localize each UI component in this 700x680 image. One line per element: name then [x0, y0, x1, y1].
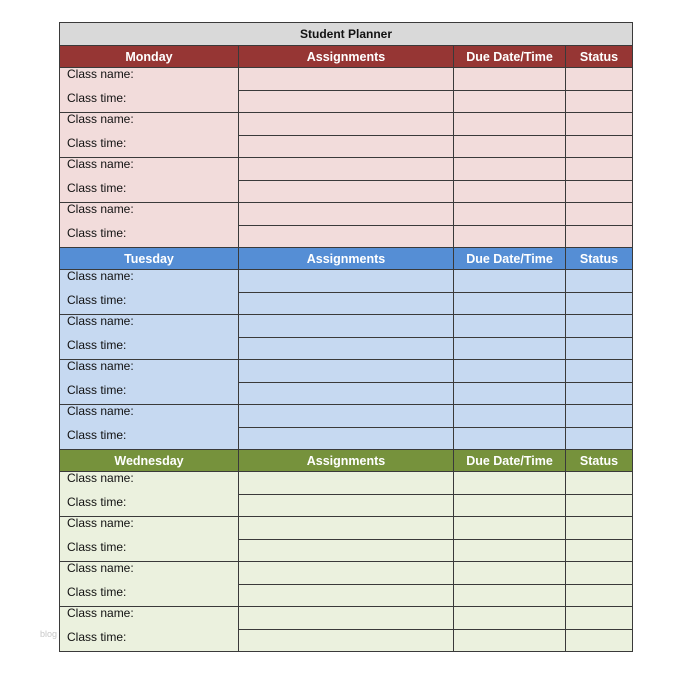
class-entry-row: [60, 472, 633, 495]
due-date-cell[interactable]: [454, 427, 566, 450]
class-info-cell[interactable]: [60, 68, 239, 113]
class-name-label: Class name:: [67, 359, 134, 373]
due-date-cell[interactable]: [454, 360, 566, 383]
due-date-cell[interactable]: [454, 629, 566, 652]
status-cell[interactable]: [566, 270, 633, 293]
class-info-cell[interactable]: [60, 203, 239, 248]
due-date-cell[interactable]: [454, 315, 566, 338]
assignment-cell[interactable]: [239, 405, 454, 428]
assignment-cell[interactable]: [239, 382, 454, 405]
due-date-cell[interactable]: [454, 517, 566, 540]
class-name-label: Class name:: [67, 404, 134, 418]
status-cell[interactable]: [566, 337, 633, 360]
assignment-cell[interactable]: [239, 427, 454, 450]
assignment-cell[interactable]: [239, 337, 454, 360]
class-name-label: Class name:: [67, 314, 134, 328]
assignment-cell[interactable]: [239, 472, 454, 495]
class-name-label: Class name:: [67, 269, 134, 283]
status-cell[interactable]: [566, 203, 633, 226]
due-date-cell[interactable]: [454, 494, 566, 517]
monday-header-row: [60, 46, 633, 68]
due-date-cell[interactable]: [454, 584, 566, 607]
status-cell[interactable]: [566, 225, 633, 248]
assignments-header: Assignments: [239, 46, 454, 68]
due-date-cell[interactable]: [454, 539, 566, 562]
assignment-cell[interactable]: [239, 292, 454, 315]
status-cell[interactable]: [566, 292, 633, 315]
class-entry-row: [60, 607, 633, 630]
assignment-cell[interactable]: [239, 584, 454, 607]
assignments-header: Assignments: [239, 248, 454, 270]
assignment-cell[interactable]: [239, 539, 454, 562]
assignment-cell[interactable]: [239, 494, 454, 517]
due-date-cell[interactable]: [454, 135, 566, 158]
status-cell[interactable]: [566, 584, 633, 607]
class-entry-row: [60, 562, 633, 585]
class-info-cell[interactable]: [60, 562, 239, 607]
class-name-label: Class name:: [67, 112, 134, 126]
title-row: [60, 23, 633, 46]
status-cell[interactable]: [566, 382, 633, 405]
due-date-cell[interactable]: [454, 405, 566, 428]
class-info-cell[interactable]: [60, 158, 239, 203]
assignment-cell[interactable]: [239, 315, 454, 338]
class-info-cell[interactable]: [60, 517, 239, 562]
status-cell[interactable]: [566, 180, 633, 203]
class-time-label: Class time:: [67, 293, 127, 307]
class-info-cell[interactable]: [60, 113, 239, 158]
status-cell[interactable]: [566, 562, 633, 585]
due-date-cell[interactable]: [454, 562, 566, 585]
status-cell[interactable]: [566, 158, 633, 181]
class-time-label: Class time:: [67, 338, 127, 352]
due-date-cell[interactable]: [454, 607, 566, 630]
class-time-label: Class time:: [67, 585, 127, 599]
status-cell[interactable]: [566, 360, 633, 383]
assignment-cell[interactable]: [239, 203, 454, 226]
due-date-cell[interactable]: [454, 337, 566, 360]
assignment-cell[interactable]: [239, 607, 454, 630]
class-time-label: Class time:: [67, 383, 127, 397]
status-cell[interactable]: [566, 113, 633, 136]
class-entry-row: [60, 360, 633, 383]
due-date-cell[interactable]: [454, 90, 566, 113]
due-date-cell[interactable]: [454, 68, 566, 91]
status-header: Status: [566, 248, 633, 270]
class-name-label: Class name:: [67, 606, 134, 620]
status-cell[interactable]: [566, 68, 633, 91]
day-name: Tuesday: [60, 248, 239, 270]
tuesday-header-row: [60, 248, 633, 270]
status-cell[interactable]: [566, 405, 633, 428]
status-cell[interactable]: [566, 517, 633, 540]
assignment-cell[interactable]: [239, 158, 454, 181]
class-info-cell[interactable]: [60, 270, 239, 315]
day-name: Wednesday: [60, 450, 239, 472]
status-cell[interactable]: [566, 494, 633, 517]
day-name: Monday: [60, 46, 239, 68]
class-entry-row: [60, 113, 633, 136]
class-name-label: Class name:: [67, 202, 134, 216]
status-cell[interactable]: [566, 135, 633, 158]
watermark: blog: [40, 629, 58, 639]
due-date-cell[interactable]: [454, 113, 566, 136]
due-date-cell[interactable]: [454, 203, 566, 226]
assignment-cell[interactable]: [239, 360, 454, 383]
assignment-cell[interactable]: [239, 270, 454, 293]
class-time-label: Class time:: [67, 428, 127, 442]
assignment-cell[interactable]: [239, 180, 454, 203]
class-info-cell[interactable]: [60, 472, 239, 517]
status-cell[interactable]: [566, 427, 633, 450]
due-date-cell[interactable]: [454, 180, 566, 203]
status-cell[interactable]: [566, 629, 633, 652]
class-entry-row: [60, 203, 633, 226]
due-date-cell[interactable]: [454, 158, 566, 181]
status-header: Status: [566, 46, 633, 68]
class-name-label: Class name:: [67, 516, 134, 530]
class-entry-row: [60, 158, 633, 181]
status-cell[interactable]: [566, 90, 633, 113]
due-date-cell[interactable]: [454, 270, 566, 293]
due-date-cell[interactable]: [454, 292, 566, 315]
assignment-cell[interactable]: [239, 225, 454, 248]
class-entry-row: [60, 517, 633, 540]
planner-title: Student Planner: [60, 23, 633, 46]
assignment-cell[interactable]: [239, 90, 454, 113]
class-name-label: Class name:: [67, 67, 134, 81]
due-date-time-header: Due Date/Time: [454, 450, 566, 472]
status-header: Status: [566, 450, 633, 472]
status-cell[interactable]: [566, 315, 633, 338]
class-time-label: Class time:: [67, 91, 127, 105]
assignment-cell[interactable]: [239, 135, 454, 158]
class-info-cell[interactable]: [60, 405, 239, 450]
due-date-time-header: Due Date/Time: [454, 46, 566, 68]
due-date-cell[interactable]: [454, 225, 566, 248]
assignments-header: Assignments: [239, 450, 454, 472]
class-info-cell[interactable]: [60, 360, 239, 405]
class-info-cell[interactable]: [60, 315, 239, 360]
wednesday-header-row: [60, 450, 633, 472]
status-cell[interactable]: [566, 472, 633, 495]
class-name-label: Class name:: [67, 471, 134, 485]
assignment-cell[interactable]: [239, 113, 454, 136]
status-cell[interactable]: [566, 607, 633, 630]
class-time-label: Class time:: [67, 181, 127, 195]
class-time-label: Class time:: [67, 136, 127, 150]
assignment-cell[interactable]: [239, 629, 454, 652]
due-date-time-header: Due Date/Time: [454, 248, 566, 270]
class-entry-row: [60, 270, 633, 293]
due-date-cell[interactable]: [454, 382, 566, 405]
class-time-label: Class time:: [67, 495, 127, 509]
class-name-label: Class name:: [67, 561, 134, 575]
due-date-cell[interactable]: [454, 472, 566, 495]
status-cell[interactable]: [566, 539, 633, 562]
assignment-cell[interactable]: [239, 68, 454, 91]
class-time-label: Class time:: [67, 540, 127, 554]
class-info-cell[interactable]: [60, 607, 239, 652]
assignment-cell[interactable]: [239, 562, 454, 585]
class-entry-row: [60, 315, 633, 338]
class-time-label: Class time:: [67, 630, 127, 644]
class-time-label: Class time:: [67, 226, 127, 240]
class-entry-row: [60, 68, 633, 91]
assignment-cell[interactable]: [239, 517, 454, 540]
student-planner-table: [59, 22, 633, 652]
class-name-label: Class name:: [67, 157, 134, 171]
class-entry-row: [60, 405, 633, 428]
